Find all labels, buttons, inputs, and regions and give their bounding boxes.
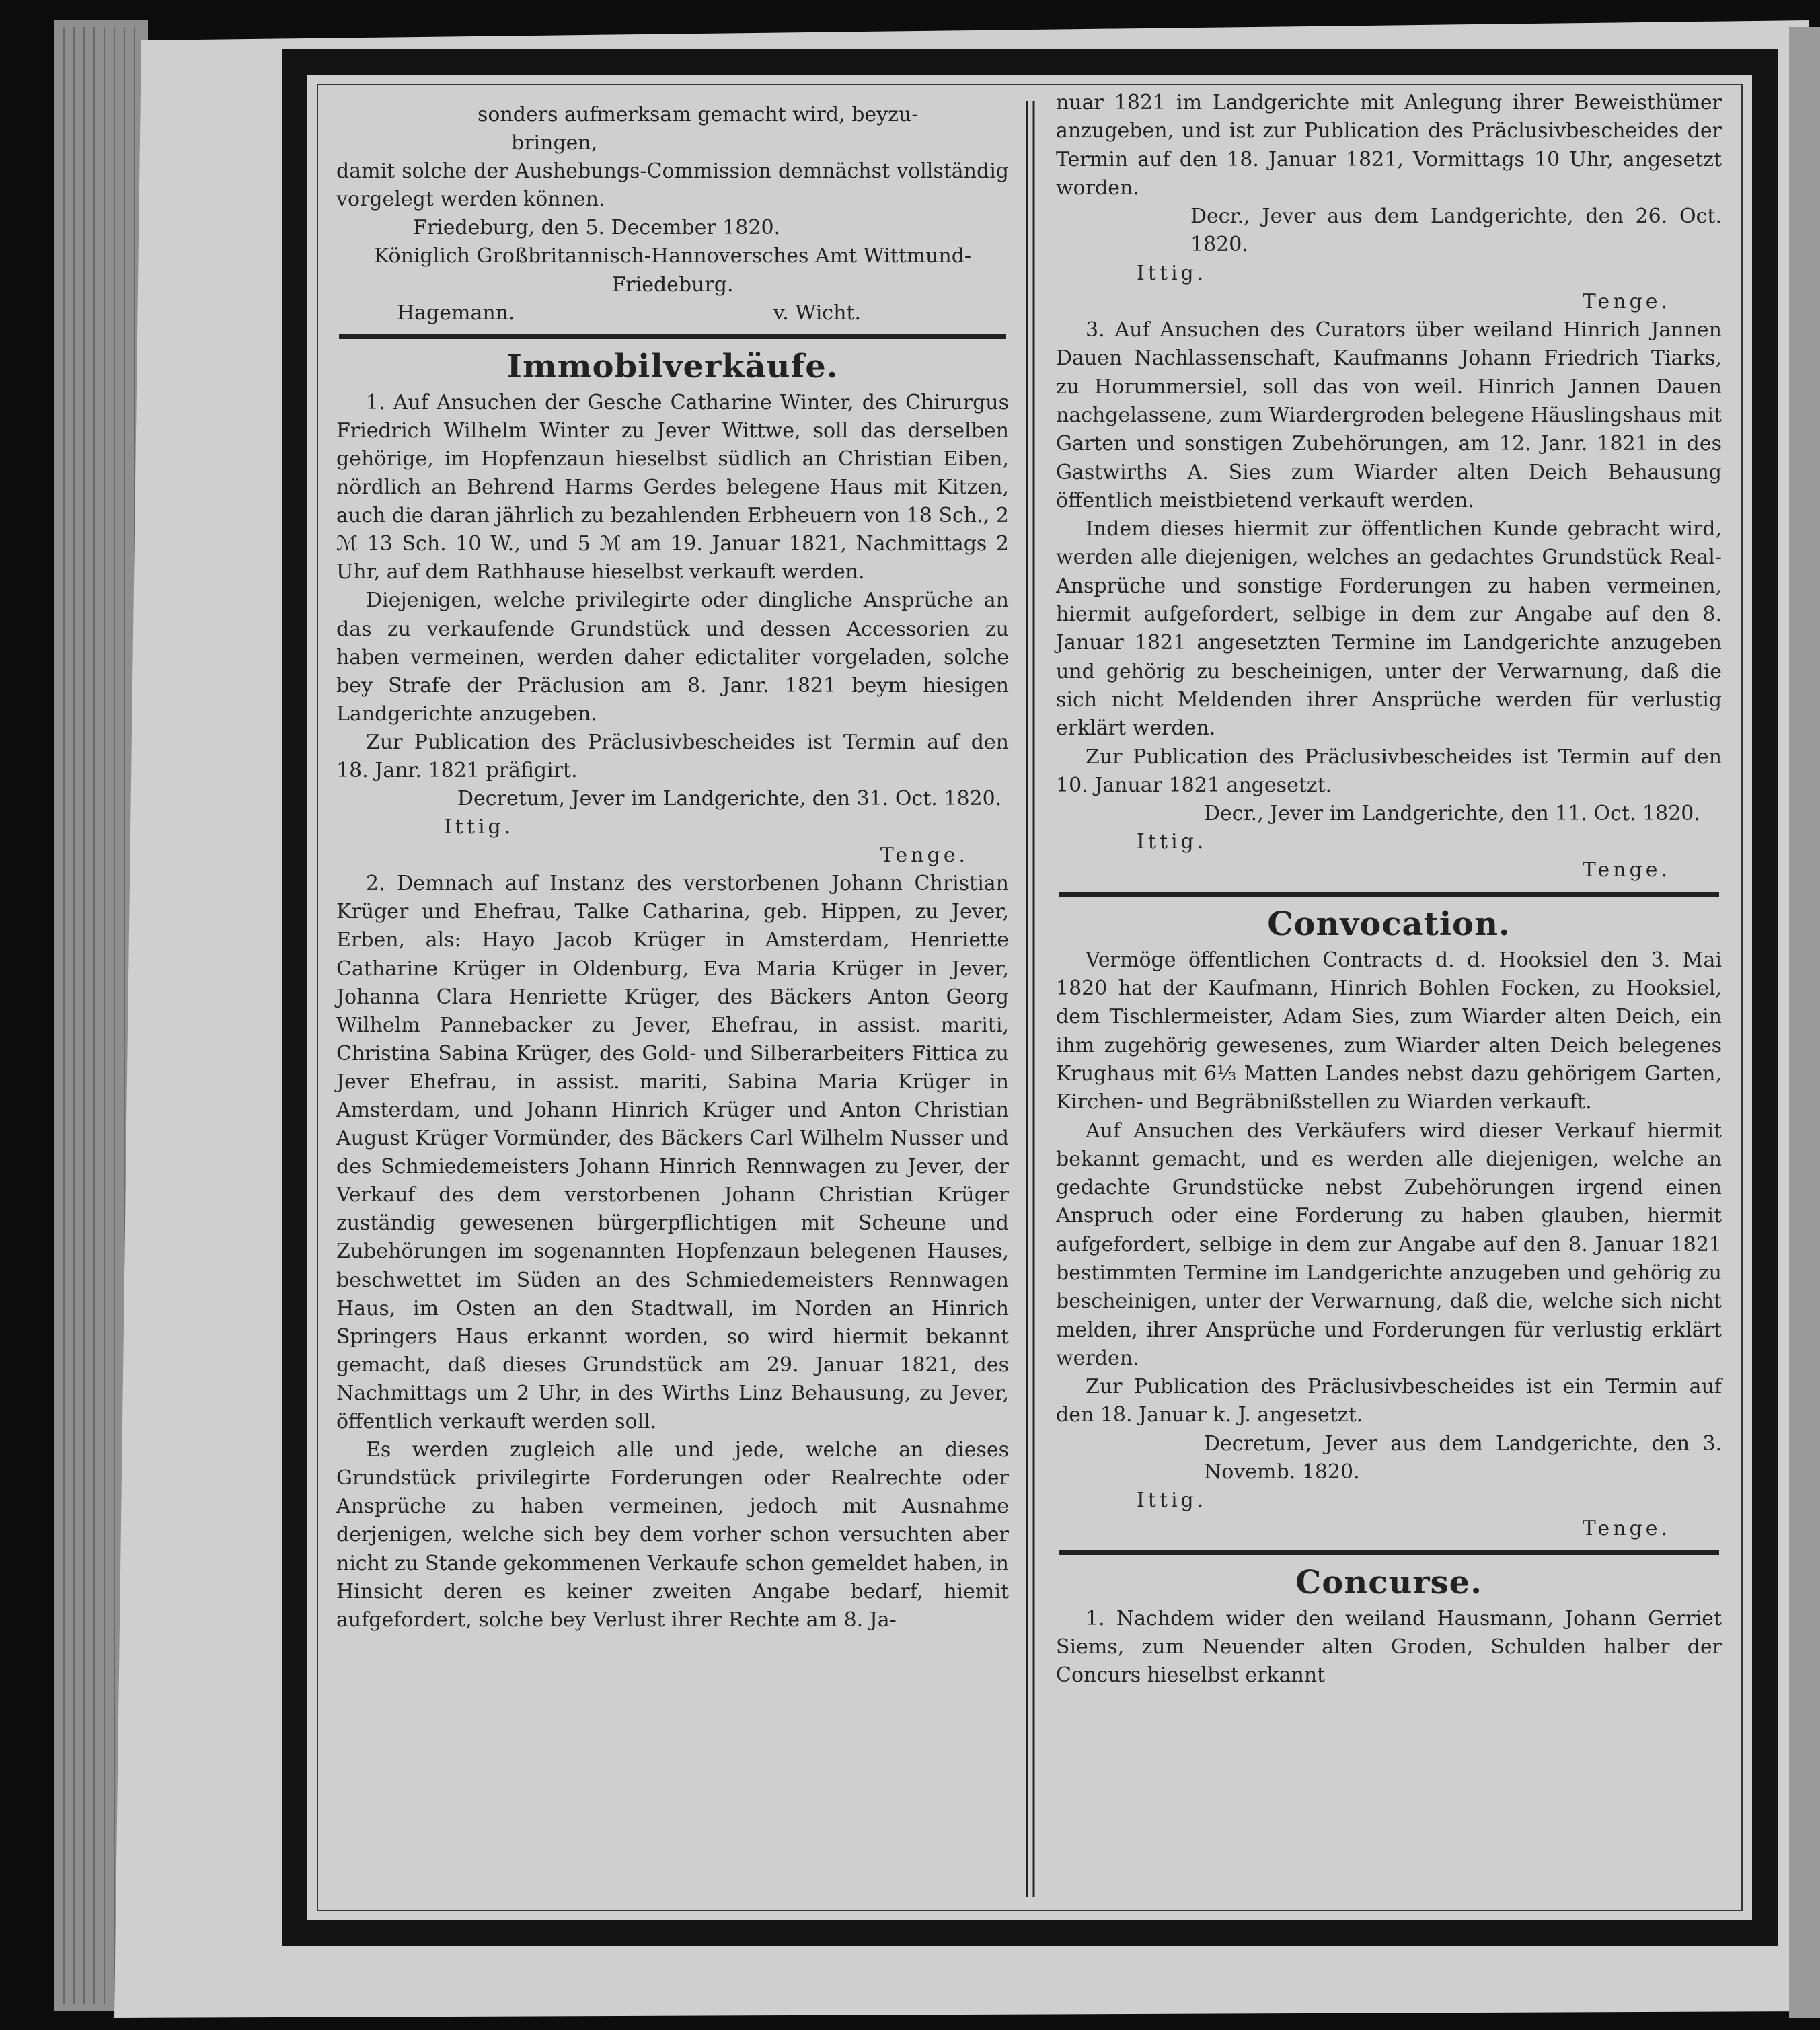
section-title-immobilverkaeufe: Immobilverkäufe. [506,347,839,385]
signature-ittig: Ittig. [1137,830,1207,854]
section-rule [1059,892,1719,897]
signature-hagemann: Hagemann. [397,301,515,325]
item2-paragraph-1: 2. Demnach auf Instanz des verstorbenen Johann Christian Krüger und Ehefrau, Talke Catharina, geb. Hippen, zu Jever, Erben, als: Hayo Jacob Krüger in Amsterdam, Henriette Catharine Krüger in Oldenburg, Eva Maria Krüger in Jever, Johanna Clara Henriette Krüger, des Bäckers Anton Georg Wilhelm Pannebacker zu Jever, Ehefrau, in assist. mariti, Christina Sabina Krüger, des Gold- und Silberarbeiters Fittica zu Jever Ehefrau, in assist. mariti, Sabina Maria Krüger in Amsterdam, und Johann Hinrich Krüger und Anton Christian August Krüger Vormünder, des Bäckers Carl Wilhelm Nusser und des Schmiedemeisters Johann Hinrich Rennwagen zu Jever, der Verkauf des dem verstorbenen Johann Christian Krüger zuständig gewesenen bürgerpflichtigen mit Scheune und Zubehörungen im sogenannten Hopfenzaun belegenen Hauses, beschwettet im Süden an des Schmiedemeisters Rennwagen Haus, im Osten an den Stadtwall, im Norden an Hinrich Springers Haus erkannt worden, so wird hiermit bekannt gemacht, daß dieses Grundstück am 29. Januar 1821, des Nachmittags um 2 Uhr, in des Wirths Linz Behausung, zu Jever, öffentlich verkauft werden soll. [336,872,1009,1434]
item3-signatures [1056,828,1722,882]
item1-paragraph-3: Zur Publication des Präclusivbescheides ist Termin auf den 18. Janr. 1821 präfigirt. [336,730,1009,782]
signature-tenge: Tenge. [1582,1517,1671,1541]
convocation-paragraph-2: Auf Ansuchen des Verkäufers wird dieser Verkauf hiermit bekannt gemacht, und es werden alle diejenigen, welche an gedachte Grundstücke nebst Zubehörungen irgend einen Anspruch oder eine Forderung zu haben glauben, hiermit aufgefordert, selbige in dem zur Angabe auf den 8. Januar 1821 bestimmten Termine im Landgerichte anzugeben und gehörig zu bescheinigen, unter der Verwarnung, daß die, welche sich nicht melden, ihrer Ansprüche und Forderungen für verlustig erklärt werden. [1056,1119,1722,1370]
signature-wicht: v. Wicht. [773,301,861,325]
concurse-paragraph-1: 1. Nachdem wider den weiland Hausmann, Johann Gerriet Siems, zum Neuender alten Groden, Schulden halber der Concurs hieselbst erkannt [1056,1606,1722,1688]
section-rule [1059,1550,1719,1555]
item1-paragraph-2: Diejenigen, welche privilegirte oder dingliche Ansprüche an das zu verkaufende Grundstück und dessen Accessorien zu haben vermeinen, werden daher edictaliter vorgeladen, solche bey Strafe der Präclusion am 8. Janr. 1821 beym hiesigen Landgerichte anzugeben. [336,589,1009,726]
convocation-signatures [1056,1487,1722,1541]
item3-paragraph-3: Zur Publication des Präclusivbescheides ist Termin auf den 10. Januar 1821 angesetzt. [1056,745,1722,797]
section-title-concurse: Concurse. [1295,1563,1482,1602]
item3-paragraph-2: Indem dieses hiermit zur öffentlichen Kunde gebracht wird, werden alle diejenigen, welches an gedachtes Grundstück Real-Ansprüche und sonstige Forderungen zu haben vermeinen, hiermit aufgefordert, selbige in dem zur Angabe auf den 8. Januar 1821 angesetzten Termine im Landgerichte anzugeben und gehörig zu bescheinigen, unter der Verwarnung, daß die sich nicht Meldenden ihrer Ansprüche werden für verlustig erklärt werden. [1056,517,1722,741]
signature-ittig: Ittig. [1137,261,1207,285]
intro-line-1: sonders aufmerksam gemacht wird, beyzu- [478,103,919,126]
item2-paragraph-2: Es werden zugleich alle und jede, welche an dieses Grundstück privilegirte Forderungen oder Realrechte oder Ansprüche zu haben vermeinen, jedoch mit Ausnahme derjenigen, welche sich bey dem vorher schon versuchten aber nicht zu Stande gekommenen Verkaufe schon gemeldet haben, in Hinsicht deren es keiner zweiten Angabe bedarf, hiemit aufgefordert, solche bey Verlust ihrer Rechte am 8. Ja- [336,1438,1009,1632]
intro-line-2: bringen, [511,131,598,155]
convocation-paragraph-3: Zur Publication des Präclusivbescheides ist ein Termin auf den 18. Januar k. J. angesetzt. [1056,1375,1722,1427]
signature-ittig: Ittig. [1137,1489,1207,1513]
continuation-signatures [1056,260,1722,313]
item1-signatures [336,813,1009,868]
signature-tenge: Tenge. [1582,858,1671,882]
signature-ittig: Ittig. [444,815,515,839]
section-title-convocation: Convocation. [1267,905,1511,943]
left-column [336,101,1009,1634]
signature-tenge: Tenge. [880,843,969,868]
item3-paragraph-1: 3. Auf Ansuchen des Curators über weiland Hinrich Jannen Dauen Nachlassenschaft, Kaufmanns Johann Friedrich Tiarks, zu Horummersiel, soll das von weil. Hinrich Jannen Dauen nachgelassene, zum Wiardergroden belegene Häuslingshaus mit Garten und sonstigen Zubehörungen, am 12. Janr. 1821 in des Gastwirths A. Sies zum Wiarder alten Deich Behausung öffentlich meistbietend verkauft werden. [1056,318,1722,513]
section-rule [339,334,1006,339]
intro-signatures [336,299,1009,328]
item3-decree: Decr., Jever im Landgerichte, den 11. Oct. 1820. [1204,802,1700,826]
continuation-paragraph: nuar 1821 im Landgerichte mit Anlegung ihrer Beweisthümer anzugeben, und ist zur Publication des Präclusivbescheides der Termin auf den 18. Januar 1821, Vormittags 10 Uhr, angesetzt worden. [1056,91,1722,200]
continuation-decree: Decr., Jever aus dem Landgerichte, den 26. Oct. 1820. [1190,204,1722,257]
right-column [1056,89,1722,1690]
convocation-decree: Decretum, Jever aus dem Landgerichte, den 3. Novemb. 1820. [1204,1431,1722,1484]
item1-decree: Decretum, Jever im Landgerichte, den 31. Oct. 1820. [457,787,1002,811]
intro-line-3: damit solche der Aushebungs-Commission demnächst vollständig vorgelegt werden können. [336,159,1009,212]
signature-tenge: Tenge. [1582,289,1671,313]
item1-paragraph-1: 1. Auf Ansuchen der Gesche Catharine Winter, des Chirurgus Friedrich Wilhelm Winter zu Jever Wittwe, soll das derselben gehörige, im Hopfenzaun hieselbst südlich an Christian Eiben, nördlich an Behrend Harms Gerdes belegene Haus mit Kitzen, auch die daran jährlich zu bezahlenden Erbheuern von 18 Sch., 2 ℳ 13 Sch. 10 W., und 5 ℳ am 19. Januar 1821, Nachmittags 2 Uhr, auf dem Rathhause hieselbst verkauft werden. [336,390,1009,585]
intro-authority: Königlich Großbritannisch-Hannoversches Amt Wittmund-Friedeburg. [373,244,972,297]
convocation-paragraph-1: Vermöge öffentlichen Contracts d. d. Hooksiel den 3. Mai 1820 hat der Kaufmann, Hinrich Bohlen Focken, zu Hooksiel, dem Tischlermeister, Adam Sies, zum Wiarder alten Deich, ein ihm zugehörig gewesenes, zum Wiarder alten Deich belegenes Krughaus mit 6⅓ Matten Landes nebst dazu gehörigem Garten, Kirchen- und Begräbnißstellen zu Wiarden verkauft. [1056,948,1722,1115]
intro-date: Friedeburg, den 5. December 1820. [413,216,781,240]
